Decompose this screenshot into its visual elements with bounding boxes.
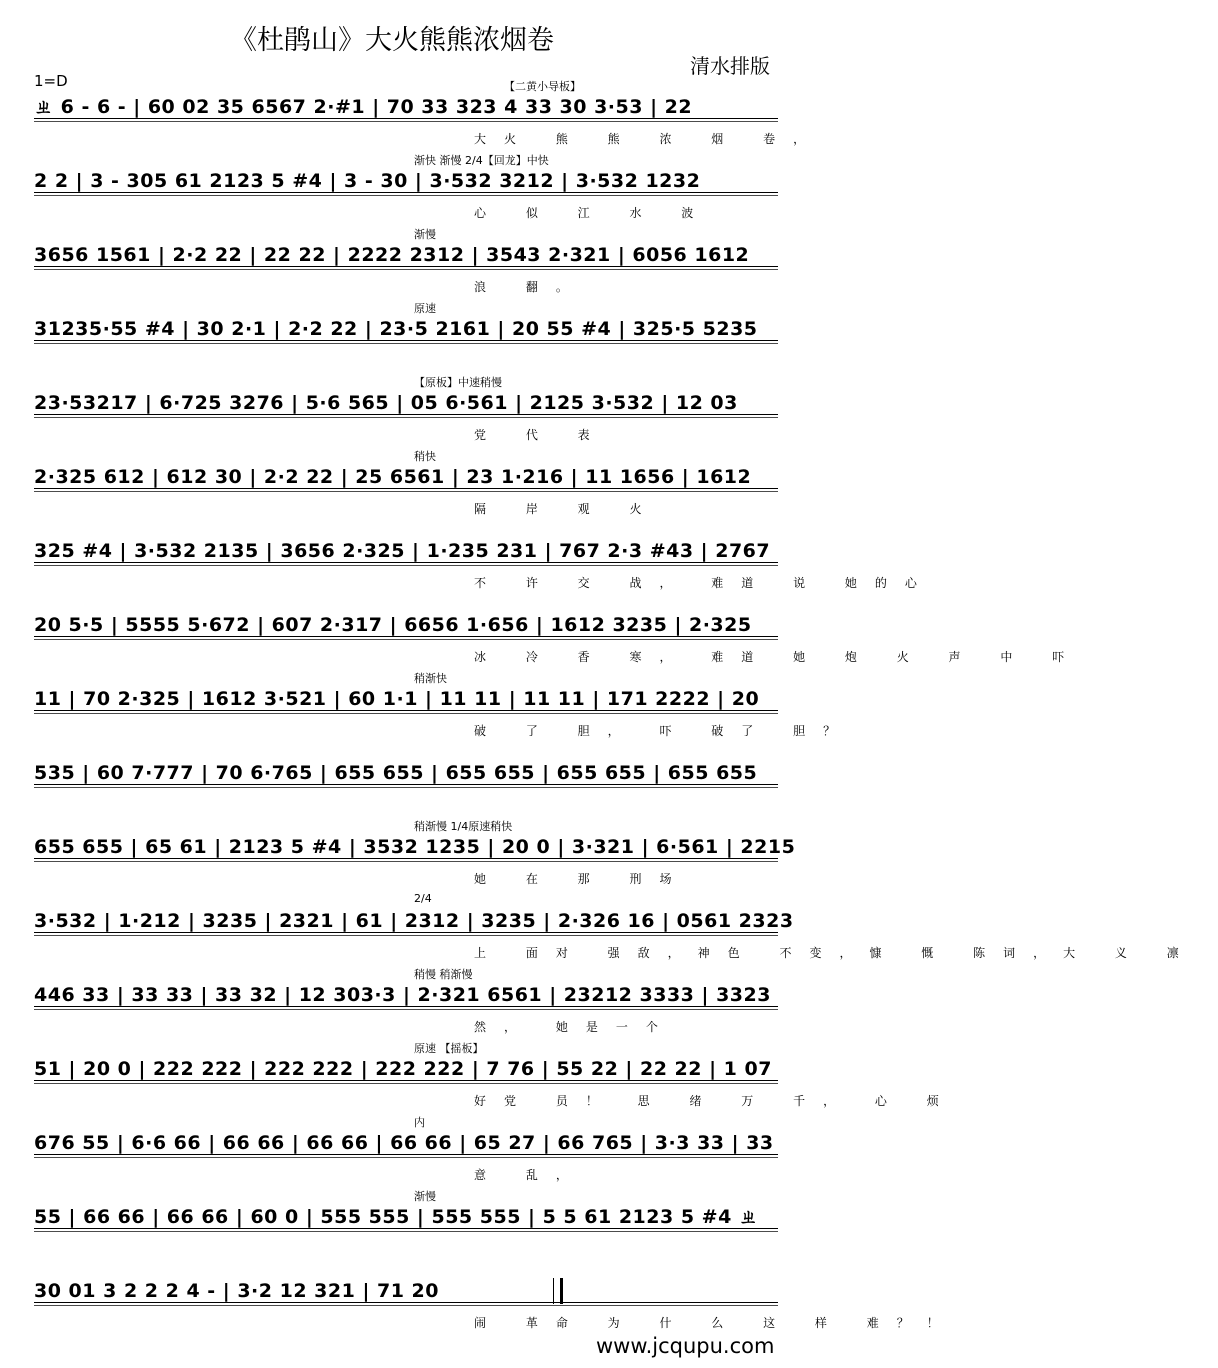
tempo-marking: 渐慢 [414, 228, 436, 241]
tempo-marking: 原速 【摇板】 [414, 1042, 484, 1055]
lyrics-line: 心 似 江 水 波 [474, 206, 712, 220]
notation-line: 676 55 | 6·6 66 | 66 66 | 66 66 | 66 66 | 65 27 | 66 765 | 3·3 33 | 33 [34, 1132, 774, 1154]
beam-line-secondary [34, 787, 778, 788]
lyrics-line: 破 了 胆， 吓 破了 胆？ [474, 724, 854, 738]
notation-line: 446 33 | 33 33 | 33 32 | 12 303·3 | 2·321 6561 | 23212 3333 | 3323 [34, 984, 771, 1006]
lyrics-line: 大火 熊 熊 浓 烟 卷， [474, 132, 824, 146]
notation-line: 3656 1561 | 2·2 22 | 22 22 | 2222 2312 | 3543 2·321 | 6056 1612 [34, 244, 750, 266]
beam-line [34, 488, 778, 489]
tempo-marking: 【原板】中速稍慢 [414, 376, 502, 389]
beam-line [34, 1154, 778, 1155]
beam-line-secondary [34, 1009, 778, 1010]
beam-line-secondary [34, 343, 778, 344]
tempo-marking: 2/4 [414, 892, 432, 905]
notation-line: 535 | 60 7·777 | 70 6·765 | 655 655 | 655 655 | 655 655 | 655 655 [34, 762, 758, 784]
lyrics-line: 上 面对 强敌，神色 不变，慷 慨 陈词，大 义 凛 [474, 946, 1197, 960]
beam-line [34, 266, 778, 267]
lyrics-line: 隔 岸 观 火 [474, 502, 660, 516]
beam-line [34, 932, 778, 933]
beam-line-secondary [34, 491, 778, 492]
beam-line [34, 562, 778, 563]
tempo-marking: 原速 [414, 302, 436, 315]
notation-line: 2·325 612 | 612 30 | 2·2 22 | 25 6561 | 23 1·216 | 11 1656 | 1612 [34, 466, 752, 488]
tempo-marking: 稍慢 稍渐慢 [414, 968, 473, 981]
notation-line: ㄓ 6 - 6 - | 60 02 35 6567 2·#1 | 70 33 323 4 33 30 3·53 | 22 [34, 96, 693, 118]
beam-line [34, 192, 778, 193]
beam-line-secondary [34, 713, 778, 714]
beam-line-secondary [34, 417, 778, 418]
beam-line-secondary [34, 565, 778, 566]
notation-line: 55 | 66 66 | 66 66 | 60 0 | 555 555 | 555 555 | 5 5 61 2123 5 #4 ㄓ [34, 1206, 759, 1228]
beam-line-secondary [34, 1305, 778, 1306]
beam-line [34, 1080, 778, 1081]
notation-line: 3·532 | 1·212 | 3235 | 2321 | 61 | 2312 | 3235 | 2·326 16 | 0561 2323 [34, 910, 794, 932]
lyrics-line: 意 乱， [474, 1168, 586, 1182]
notation-line: 30 01 3 2 2 2 4 - | 3·2 12 321 | 71 20 [34, 1280, 439, 1302]
notation-line: 23·53217 | 6·725 3276 | 5·6 565 | 05 6·561 | 2125 3·532 | 12 03 [34, 392, 738, 414]
tempo-marking: 内 [414, 1116, 425, 1129]
beam-line [34, 636, 778, 637]
key-signature: 1=D [34, 72, 68, 90]
beam-line [34, 1302, 778, 1303]
beam-line-secondary [34, 269, 778, 270]
tempo-marking: 稍快 [414, 450, 436, 463]
beam-line [34, 1228, 778, 1229]
tempo-marking: 【二黄小导板】 [504, 80, 581, 93]
arranger-credit: 清水排版 [690, 54, 770, 78]
beam-line-secondary [34, 1157, 778, 1158]
beam-line-secondary [34, 935, 778, 936]
lyrics-line: 不 许 交 战， 难道 说 她的心 [474, 576, 935, 590]
lyrics-line: 冰 冷 香 寒， 难道 她 炮 火 声 中 吓 [474, 650, 1083, 664]
lyrics-line: 党 代 表 [474, 428, 608, 442]
lyrics-line: 浪 翻。 [474, 280, 586, 294]
site-watermark: www.jcqupu.com [596, 1334, 775, 1358]
beam-line [34, 1006, 778, 1007]
page-title: 《杜鹃山》大火熊熊浓烟卷 [230, 25, 554, 56]
notation-line: 11 | 70 2·325 | 1612 3·521 | 60 1·1 | 11 11 | 11 11 | 171 2222 | 20 [34, 688, 760, 710]
beam-line-secondary [34, 195, 778, 196]
notation-line: 51 | 20 0 | 222 222 | 222 222 | 222 222 | 7 76 | 55 22 | 22 22 | 1 07 [34, 1058, 772, 1080]
beam-line [34, 340, 778, 341]
beam-line [34, 858, 778, 859]
notation-line: 325 #4 | 3·532 2135 | 3656 2·325 | 1·235 231 | 767 2·3 #43 | 2767 [34, 540, 771, 562]
beam-line-secondary [34, 639, 778, 640]
tempo-marking: 稍渐慢 1/4原速稍快 [414, 820, 513, 833]
notation-line: 20 5·5 | 5555 5·672 | 607 2·317 | 6656 1·656 | 1612 3235 | 2·325 [34, 614, 752, 636]
final-barline [553, 1278, 563, 1304]
beam-line [34, 118, 778, 119]
beam-line-secondary [34, 1231, 778, 1232]
lyrics-line: 她 在 那 刑场 [474, 872, 690, 886]
tempo-marking: 渐快 渐慢 2/4【回龙】中快 [414, 154, 549, 167]
beam-line [34, 784, 778, 785]
lyrics-line: 闹 革命 为 什 么 这 样 难？！ [474, 1316, 957, 1330]
beam-line-secondary [34, 121, 778, 122]
beam-line [34, 414, 778, 415]
notation-line: 31235·55 #4 | 30 2·1 | 2·2 22 | 23·5 2161 | 20 55 #4 | 325·5 5235 [34, 318, 758, 340]
tempo-marking: 渐慢 [414, 1190, 436, 1203]
lyrics-line: 好党 员！ 思 绪 万 千， 心 烦 [474, 1094, 957, 1108]
beam-line-secondary [34, 1083, 778, 1084]
beam-line [34, 710, 778, 711]
tempo-marking: 稍渐快 [414, 672, 447, 685]
notation-line: 655 655 | 65 61 | 2123 5 #4 | 3532 1235 | 20 0 | 3·321 | 6·561 | 2215 [34, 836, 796, 858]
lyrics-line: 然， 她是一个 [474, 1020, 676, 1034]
notation-line: 2 2 | 3 - 305 61 2123 5 #4 | 3 - 30 | 3·532 3212 | 3·532 1232 [34, 170, 701, 192]
beam-line-secondary [34, 861, 778, 862]
